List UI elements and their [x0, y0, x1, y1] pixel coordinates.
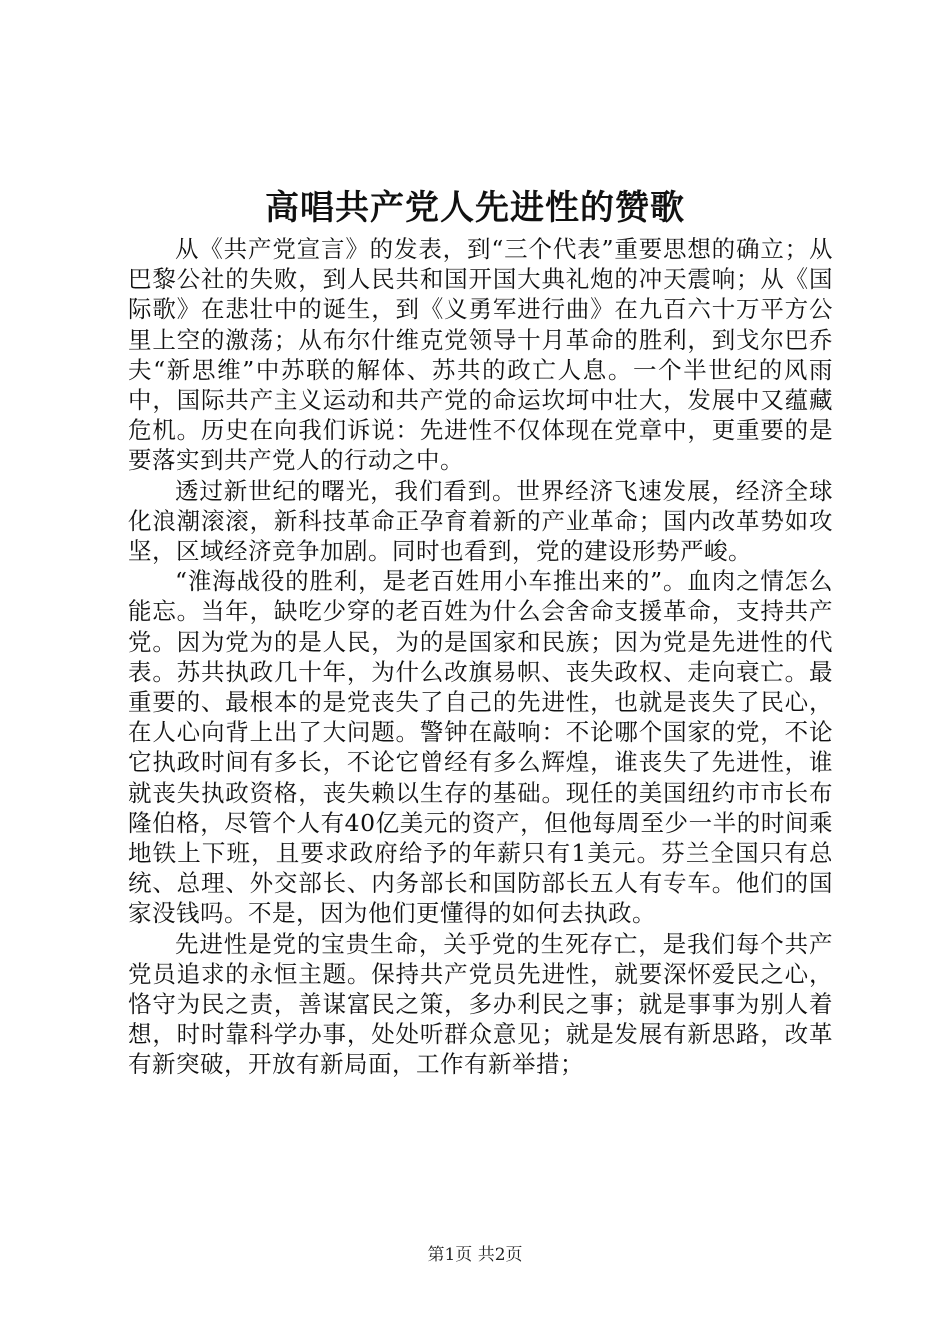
paragraph-2: 透过新世纪的曙光，我们看到。世界经济飞速发展，经济全球化浪潮滚滚，新科技革命正孕育着新的产业革命；国内改革势如攻坚，区域经济竞争加剧。同时也看到，党的建设形势严峻。 — [128, 476, 833, 566]
paragraph-1: 从《共产党宣言》的发表，到“三个代表”重要思想的确立；从巴黎公社的失败，到人民共和国开国大典礼炮的冲天震响；从《国际歌》在悲壮中的诞生，到《义勇军进行曲》在九百六十万平方公里上空的激荡；从布尔什维克党领导十月革命的胜利，到戈尔巴乔夫“新思维”中苏联的解体、苏共的政亡人息。一个半世纪的风雨中，国际共产主义运动和共产党的命运坎坷中壮大，发展中又蕴藏危机。历史在向我们诉说：先进性不仅体现在党章中，更重要的是要落实到共产党人的行动之中。 — [128, 235, 833, 475]
page-number-footer: 第1页 共2页 — [427, 1245, 523, 1265]
paragraph-4: 先进性是党的宝贵生命，关乎党的生死存亡，是我们每个共产党员追求的永恒主题。保持共产党员先进性，就要深怀爱民之心，恪守为民之责，善谋富民之策，多办利民之事；就是事事为别人着想，时时靠科学办事，处处听群众意见；就是发展有新思路，改革有新突破，开放有新局面，工作有新举措； — [128, 929, 833, 1079]
document-title: 高唱共产党人先进性的赞歌 — [265, 188, 685, 228]
document-body — [128, 234, 833, 1080]
paragraph-3: “淮海战役的胜利，是老百姓用小车推出来的”。血肉之情怎么能忘。当年，缺吃少穿的老百姓为什么会舍命支援革命，支持共产党。因为党为的是人民，为的是国家和民族；因为党是先进性的代表。苏共执政几十年，为什么改旗易帜、丧失政权、走向衰亡。最重要的、最根本的是党丧失了自己的先进性，也就是丧失了民心，在人心向背上出了大问题。警钟在敲响：不论哪个国家的党，不论它执政时间有多长，不论它曾经有多么辉煌，谁丧失了先进性，谁就丧失执政资格，丧失赖以生存的基础。现任的美国纽约市市长布隆伯格，尽管个人有40亿美元的资产，但他每周至少一半的时间乘地铁上下班，且要求政府给予的年薪只有1美元。芬兰全国只有总统、总理、外交部长、内务部长和国防部长五人有专车。他们的国家没钱吗。不是，因为他们更懂得的如何去执政。 — [128, 567, 833, 928]
